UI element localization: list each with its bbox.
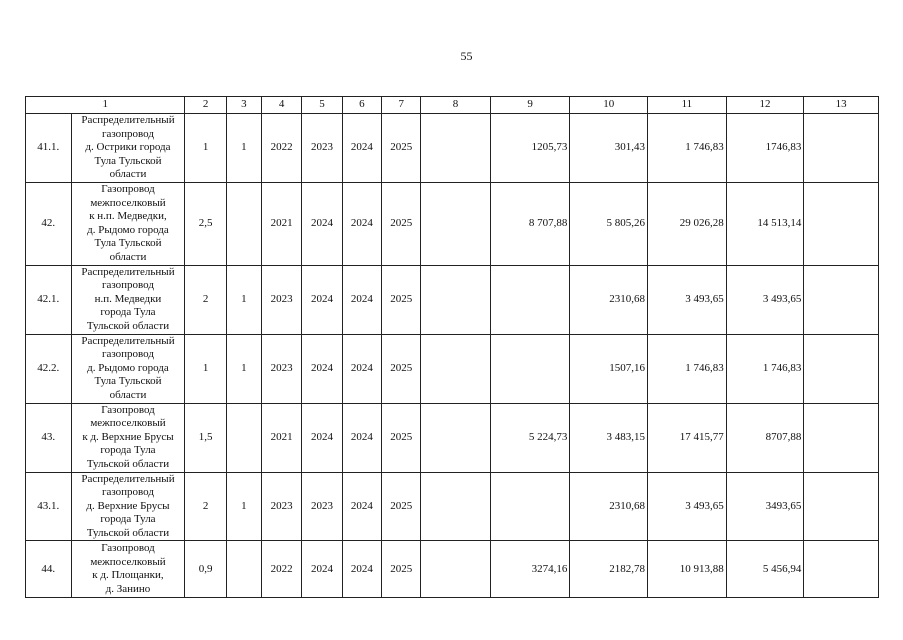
cell-col-4: 2023 <box>262 334 302 403</box>
cell-col-7: 2025 <box>382 114 421 183</box>
cell-col-13 <box>804 472 879 541</box>
object-name-line: д. Рыдомо города <box>87 223 169 236</box>
table-row <box>26 182 879 265</box>
cell-col-12: 8707,88 <box>726 403 804 472</box>
cell-col-9: 8 707,88 <box>490 182 570 265</box>
cell-col-5: 2024 <box>302 403 342 472</box>
cell-col-13 <box>804 182 879 265</box>
object-name-line: области <box>109 388 147 401</box>
cell-col-3: 1 <box>226 114 261 183</box>
cell-col-7: 2025 <box>382 541 421 598</box>
cell-col-9 <box>490 334 570 403</box>
column-header-12: 12 <box>726 97 804 114</box>
object-name-line: города Тула <box>100 444 156 457</box>
cell-col-2: 2 <box>185 472 226 541</box>
object-name-line: к д. Верхние Брусы <box>82 430 174 443</box>
object-name-line: Тульской области <box>86 457 170 470</box>
column-header-10: 10 <box>570 97 648 114</box>
cell-col-10: 5 805,26 <box>570 182 648 265</box>
cell-col-8 <box>421 265 490 334</box>
cell-col-8 <box>421 114 490 183</box>
object-name-line: Тула Тульской <box>94 154 162 167</box>
cell-col-7: 2025 <box>382 265 421 334</box>
cell-col-10: 2310,68 <box>570 265 648 334</box>
object-name-line: области <box>109 168 147 181</box>
object-name-line: Газопровод <box>101 182 155 195</box>
cell-col-11: 10 913,88 <box>648 541 727 598</box>
cell-col-2: 2,5 <box>185 182 226 265</box>
cell-col-7: 2025 <box>382 472 421 541</box>
cell-col-10: 2310,68 <box>570 472 648 541</box>
object-name <box>71 265 185 334</box>
object-name-line: Газопровод <box>101 403 155 416</box>
row-number: 43.1. <box>26 472 72 541</box>
object-name-line: межпоселковый <box>90 555 166 568</box>
row-number: 42. <box>26 182 72 265</box>
column-header-4: 4 <box>262 97 302 114</box>
cell-col-6: 2024 <box>342 541 381 598</box>
object-name <box>71 182 185 265</box>
object-name-line: Распределительный <box>81 334 175 347</box>
object-name <box>71 472 185 541</box>
cell-col-4: 2021 <box>262 182 302 265</box>
column-header-11: 11 <box>648 97 727 114</box>
cell-col-5: 2024 <box>302 541 342 598</box>
cell-col-11: 3 493,65 <box>648 472 727 541</box>
cell-col-8 <box>421 541 490 598</box>
cell-col-11: 29 026,28 <box>648 182 727 265</box>
object-name-line: межпоселковый <box>90 196 166 209</box>
object-name-line: газопровод <box>101 279 154 292</box>
cell-col-11: 17 415,77 <box>648 403 727 472</box>
cell-col-11: 1 746,83 <box>648 334 727 403</box>
column-header-6: 6 <box>342 97 381 114</box>
row-number: 41.1. <box>26 114 72 183</box>
column-header-5: 5 <box>302 97 342 114</box>
cell-col-5: 2023 <box>302 114 342 183</box>
cell-col-12: 3493,65 <box>726 472 804 541</box>
object-name-line: газопровод <box>101 348 154 361</box>
table-row <box>26 334 879 403</box>
cell-col-3: 1 <box>226 334 261 403</box>
cell-col-11: 3 493,65 <box>648 265 727 334</box>
object-name-line: межпоселковый <box>90 417 166 430</box>
object-name-line: Газопровод <box>101 542 155 555</box>
cell-col-12: 14 513,14 <box>726 182 804 265</box>
object-name-line: к н.п. Медведки, <box>89 210 167 223</box>
header-row <box>26 97 879 114</box>
cell-col-13 <box>804 403 879 472</box>
cell-col-12: 3 493,65 <box>726 265 804 334</box>
object-name-line: н.п. Медведки <box>94 292 162 305</box>
object-name-line: Распределительный <box>81 472 175 485</box>
data-table <box>25 96 879 598</box>
cell-col-5: 2024 <box>302 182 342 265</box>
cell-col-6: 2024 <box>342 182 381 265</box>
object-name-line: д. Занино <box>105 583 151 596</box>
column-header-2: 2 <box>185 97 226 114</box>
cell-col-3 <box>226 403 261 472</box>
cell-col-7: 2025 <box>382 334 421 403</box>
cell-col-9 <box>490 472 570 541</box>
cell-col-13 <box>804 541 879 598</box>
cell-col-9: 3274,16 <box>490 541 570 598</box>
table-row <box>26 265 879 334</box>
cell-col-9: 1205,73 <box>490 114 570 183</box>
cell-col-5: 2023 <box>302 472 342 541</box>
cell-col-8 <box>421 472 490 541</box>
column-header-3: 3 <box>226 97 261 114</box>
row-number: 42.2. <box>26 334 72 403</box>
cell-col-2: 0,9 <box>185 541 226 598</box>
row-number: 44. <box>26 541 72 598</box>
cell-col-5: 2024 <box>302 265 342 334</box>
cell-col-10: 3 483,15 <box>570 403 648 472</box>
cell-col-7: 2025 <box>382 403 421 472</box>
cell-col-8 <box>421 403 490 472</box>
cell-col-13 <box>804 334 879 403</box>
object-name-line: области <box>109 250 147 263</box>
cell-col-3 <box>226 182 261 265</box>
table-row <box>26 541 879 598</box>
object-name-line: города Тула <box>100 513 156 526</box>
object-name-line: Тульской области <box>86 526 170 539</box>
object-name-line: Распределительный <box>81 265 175 278</box>
object-name-line: Распределительный <box>81 114 175 126</box>
cell-col-6: 2024 <box>342 265 381 334</box>
cell-col-4: 2023 <box>262 472 302 541</box>
object-name-line: Тульской области <box>86 319 170 332</box>
cell-col-11: 1 746,83 <box>648 114 727 183</box>
object-name-line: к д. Площанки, <box>92 569 164 582</box>
object-name-line: д. Рыдомо города <box>87 361 169 374</box>
cell-col-13 <box>804 114 879 183</box>
cell-col-2: 2 <box>185 265 226 334</box>
cell-col-4: 2022 <box>262 541 302 598</box>
cell-col-2: 1 <box>185 114 226 183</box>
column-header-13: 13 <box>804 97 879 114</box>
cell-col-3: 1 <box>226 472 261 541</box>
object-name-line: Тула Тульской <box>94 237 162 250</box>
column-header-1: 1 <box>26 97 185 114</box>
cell-col-4: 2023 <box>262 265 302 334</box>
cell-col-2: 1,5 <box>185 403 226 472</box>
cell-col-7: 2025 <box>382 182 421 265</box>
column-header-9: 9 <box>490 97 570 114</box>
object-name-line: города Тула <box>100 306 156 319</box>
column-header-7: 7 <box>382 97 421 114</box>
cell-col-5: 2024 <box>302 334 342 403</box>
cell-col-13 <box>804 265 879 334</box>
cell-col-6: 2024 <box>342 403 381 472</box>
cell-col-2: 1 <box>185 334 226 403</box>
cell-col-9: 5 224,73 <box>490 403 570 472</box>
object-name <box>71 541 185 598</box>
cell-col-3 <box>226 541 261 598</box>
cell-col-12: 5 456,94 <box>726 541 804 598</box>
object-name-line: газопровод <box>101 486 154 499</box>
page-number: 55 <box>460 49 473 63</box>
row-number: 42.1. <box>26 265 72 334</box>
cell-col-3: 1 <box>226 265 261 334</box>
cell-col-6: 2024 <box>342 472 381 541</box>
object-name <box>71 334 185 403</box>
cell-col-10: 2182,78 <box>570 541 648 598</box>
object-name <box>71 403 185 472</box>
column-header-8: 8 <box>421 97 490 114</box>
cell-col-6: 2024 <box>342 114 381 183</box>
cell-col-10: 1507,16 <box>570 334 648 403</box>
cell-col-4: 2021 <box>262 403 302 472</box>
cell-col-6: 2024 <box>342 334 381 403</box>
cell-col-8 <box>421 182 490 265</box>
object-name-line: Тула Тульской <box>94 375 162 388</box>
cell-col-12: 1746,83 <box>726 114 804 183</box>
cell-col-4: 2022 <box>262 114 302 183</box>
table-row <box>26 472 879 541</box>
table-row <box>26 114 879 183</box>
cell-col-12: 1 746,83 <box>726 334 804 403</box>
object-name <box>71 114 185 183</box>
row-number: 43. <box>26 403 72 472</box>
cell-col-10: 301,43 <box>570 114 648 183</box>
table-row <box>26 403 879 472</box>
cell-col-8 <box>421 334 490 403</box>
cell-col-9 <box>490 265 570 334</box>
object-name-line: д. Верхние Брусы <box>86 499 170 512</box>
object-name-line: д. Острики города <box>85 141 171 154</box>
object-name-line: газопровод <box>101 127 154 140</box>
